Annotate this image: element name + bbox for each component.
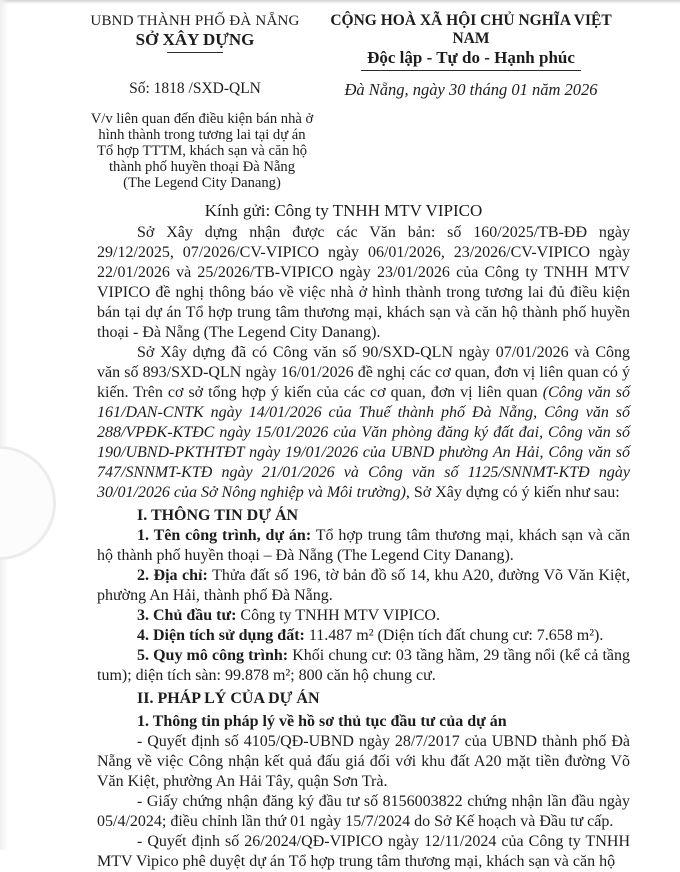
legal-bullet-auction-decision: - Quyết định số 4105/QĐ-UBND ngày 28/7/2017 của UBND thành phố Đà Nẵng về việc Công nhận kết quả đấu giá đối với khu đất A20 mặt tiền đường Võ Văn Kiệt, phường An Hải Tây, quận Sơn Trà. [97, 733, 630, 790]
national-title: CỘNG HOÀ XÃ HỘI CHỦ NGHĨA VIỆT NAM [330, 12, 612, 47]
subject-line: thành phố huyền thoại Đà Nẵng [108, 159, 296, 175]
doc-meta-row [0, 80, 680, 100]
legal-bullet-approval-decision: - Quyết định số 26/2024/QĐ-VIPICO ngày 12/11/2024 của Công ty TNHH MTV Vipico phê duyệt dự án Tổ hợp trung tâm thương mại, khách sạn và căn hộ [97, 833, 630, 870]
issuer-org: UBND THÀNH PHỐ ĐÀ NẴNG [90, 13, 300, 29]
project-scale-value: Khối chung cư: 03 tầng hầm, 29 tầng nổi (kể cả tầng tum); diện tích sàn: 99.878 m²; 800 căn hộ chung cư. [97, 647, 630, 684]
scan-artifact-circle [0, 446, 56, 560]
subject-line: (The Legend City Danang) [123, 175, 281, 191]
legal-bullet-investment-certificate: - Giấy chứng nhận đăng ký đầu tư số 8156003822 chứng nhận lần đầu ngày 05/4/2024; điều chỉnh lần thứ 01 ngày 15/7/2024 do Sở Kế hoạch và Đầu tư cấp. [97, 793, 630, 830]
subject-line: hình thành trong tương lai tại dự án [98, 127, 306, 143]
section-2-title: II. PHÁP LÝ CỦA DỰ ÁN [137, 690, 320, 707]
project-investor-item [97, 606, 630, 626]
project-address-item [97, 566, 630, 606]
letterhead [0, 12, 680, 71]
doc-number: Số: 1818 /SXD-QLN [129, 80, 261, 97]
issuer-underline [167, 52, 223, 53]
project-address-label: 2. Địa chỉ: [137, 567, 208, 584]
project-name-label: 1. Tên công trình, dự án: [137, 527, 312, 544]
project-name-value: Tổ hợp trung tâm thương mại, khách sạn và căn hộ thành phố huyền thoại – Đà Nẵng (The Legend City Danang). [97, 527, 631, 564]
project-name-item [97, 526, 630, 566]
section-2-subheading: 1. Thông tin pháp lý về hồ sơ thủ tục đầu tư của dự án [137, 713, 507, 730]
project-land-area-label: 4. Diện tích sử dụng đất: [137, 627, 305, 644]
subject-block [78, 111, 326, 191]
salutation: Kính gửi: Công ty TNHH MTV VIPICO [204, 201, 483, 220]
subject-line: Tổ hợp TTTM, khách sạn và căn hộ [96, 143, 308, 159]
project-investor-value: Công ty TNHH MTV VIPICO. [240, 607, 440, 624]
paragraph-received-documents: Sở Xây dựng nhận được các Văn bản: số 160/2025/TB-ĐĐ ngày 29/12/2025, 07/2026/CV-VIPICO ngày 06/01/2026, 23/2026/CV-VIPICO ngày 22/01/2026 và 25/2026/TB-VIPICO ngày 23/01/2026 của Công ty TNHH MTV VIPICO đề nghị thông báo về việc nhà ở hình thành trong tương lai đủ điều kiện bán tại dự án Tổ hợp trung tâm thương mại, khách sạn và căn hộ thành phố huyền thoại - Đà Nẵng (The Legend City Danang). [97, 224, 630, 341]
paragraph-consultation [97, 343, 630, 503]
scan-edge-left [0, 0, 8, 850]
project-land-area-value: 11.487 m² (Diện tích đất chung cư: 7.658 m²). [308, 627, 604, 644]
project-land-area-item [97, 626, 630, 646]
subject-line: V/v liên quan đến điều kiện bán nhà ở [90, 111, 314, 127]
project-scale-label: 5. Quy mô công trình: [137, 647, 289, 664]
project-scale-item [97, 646, 630, 686]
national-block [315, 12, 627, 71]
motto-underline [361, 70, 581, 71]
project-investor-label: 3. Chủ đầu tư: [137, 607, 237, 624]
letter-body [97, 223, 630, 872]
section-1-title: I. THÔNG TIN DỰ ÁN [137, 507, 299, 524]
issuer-dept: SỞ XÂY DỰNG [135, 30, 255, 49]
national-motto: Độc lập - Tự do - Hạnh phúc [367, 48, 575, 67]
scan-edge-top [0, 0, 680, 4]
place-date: Đà Nẵng, ngày 30 tháng 01 năm 2026 [344, 80, 598, 99]
consultation-text-post: , Sở Xây dựng có ý kiến như sau: [405, 484, 620, 501]
consultation-text-pre: Sở Xây dựng đã có Công văn số 90/SXD-QLN ngày 07/01/2026 và Công văn số 893/SXD-QLN ngày 16/01/2026 đề nghị các cơ quan, đơn vị liên quan có ý kiến. Trên cơ sở tổng hợp ý kiến của các cơ quan, đơn vị liên quan [97, 344, 630, 401]
issuer-block [75, 12, 315, 71]
project-address-value: Thửa đất số 196, tờ bản đồ số 14, khu A20, đường Võ Văn Kiệt, phường An Hải, thành phố Đà Nẵng. [97, 567, 630, 604]
consultation-references-italic: (Công văn số 161/DAN-CNTK ngày 14/01/2026 của Thuế thành phố Đà Nẵng, Công văn số 288/VPĐK-KTĐC ngày 15/01/2026 của Văn phòng đăng ký đất đai, Công văn số 190/UBND-PKTHTĐT ngày 19/01/2026 của UBND phường An Hải, Công văn số 747/SNNMT-KTĐ ngày 21/01/2026 và Công văn số 1125/SNNMT-KTĐ ngày 30/01/2026 của Sở Nông nghiệp và Môi trường) [97, 384, 631, 501]
